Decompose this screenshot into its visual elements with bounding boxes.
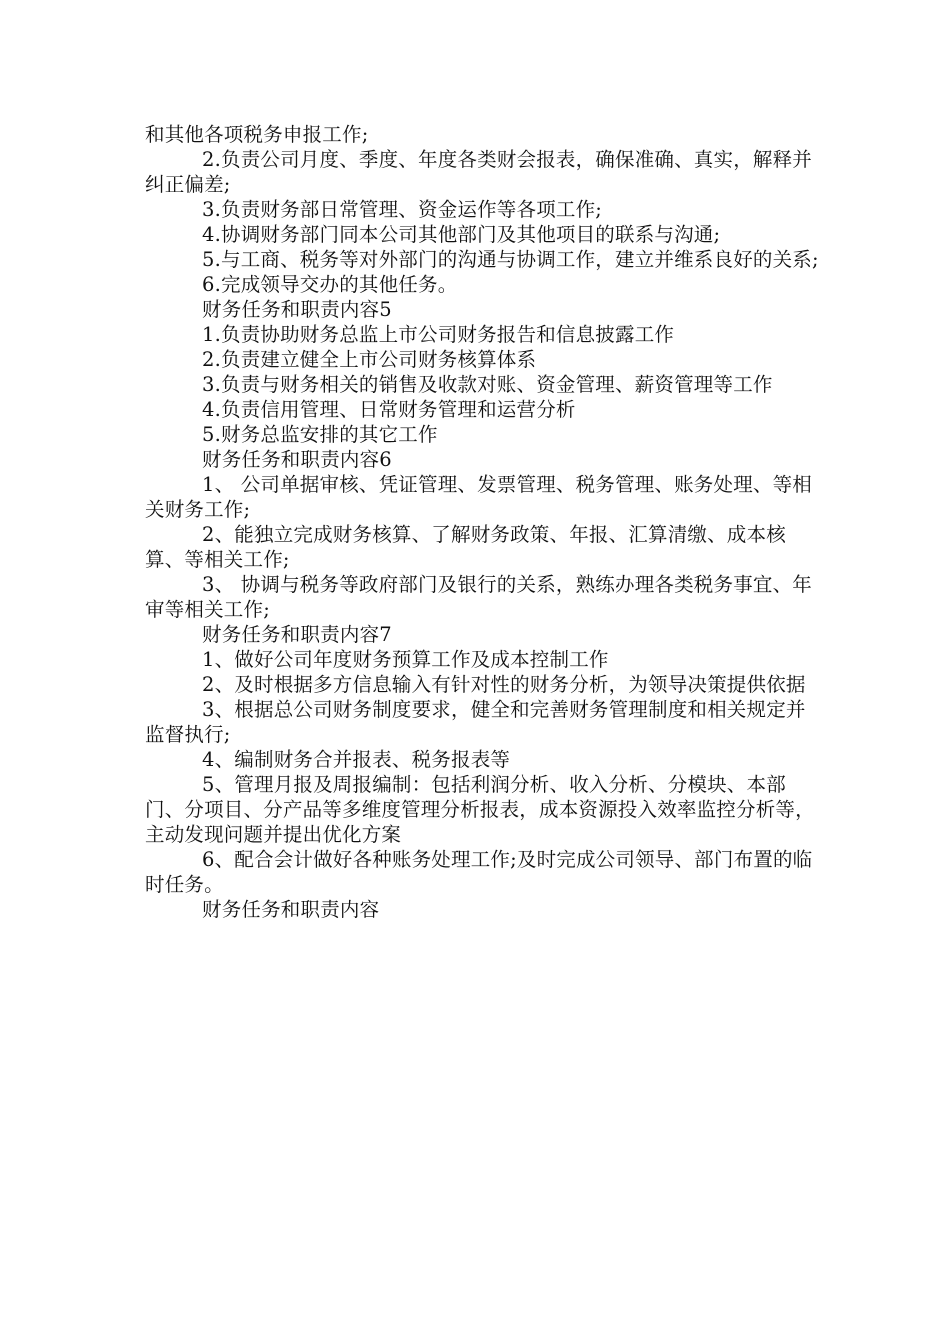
paragraph-item: 2.负责建立健全上市公司财务核算体系 [202, 348, 537, 371]
paragraph-item: 2.负责公司月度、季度、年度各类财会报表，确保准确、真实，解释并纠正偏差; [145, 148, 813, 196]
paragraph-item: 6、配合会计做好各种账务处理工作;及时完成公司领导、部门布置的临时任务。 [145, 848, 813, 896]
paragraph-item: 1.负责协助财务总监上市公司财务报告和信息披露工作 [202, 323, 675, 346]
section-heading: 财务任务和职责内容6 [202, 448, 392, 471]
paragraph-item: 3.负责财务部日常管理、资金运作等各项工作; [202, 198, 603, 221]
paragraph-item: 4.协调财务部门同本公司其他部门及其他项目的联系与沟通; [202, 223, 721, 246]
paragraph-item: 2、及时根据多方信息输入有针对性的财务分析，为领导决策提供依据 [202, 673, 806, 696]
paragraph-item: 3.负责与财务相关的销售及收款对账、资金管理、薪资管理等工作 [202, 373, 773, 396]
paragraph-item: 5、管理月报及周报编制：包括利润分析、收入分析、分模块、本部门、分项目、分产品等多维度管理分析报表，成本资源投入效率监控分析等，主动发现问题并提出优化方案 [145, 773, 815, 846]
paragraph-item: 1、 公司单据审核、凭证管理、发票管理、税务管理、账务处理、等相关财务工作; [145, 473, 813, 521]
paragraph-item: 3、 协调与税务等政府部门及银行的关系，熟练办理各类税务事宜、年审等相关工作; [145, 573, 813, 621]
paragraph-item: 1、做好公司年度财务预算工作及成本控制工作 [202, 648, 609, 671]
paragraph-item: 4.负责信用管理、日常财务管理和运营分析 [202, 398, 576, 421]
paragraph-tax-filing: 和其他各项税务申报工作; [145, 123, 369, 146]
section-heading: 财务任务和职责内容 [202, 898, 380, 921]
paragraph-item: 2、能独立完成财务核算、了解财务政策、年报、汇算清缴、成本核算、等相关工作; [145, 523, 786, 571]
section-heading: 财务任务和职责内容7 [202, 623, 392, 646]
paragraph-item: 5.与工商、税务等对外部门的沟通与协调工作，建立并维系良好的关系; [202, 248, 819, 271]
paragraph-item: 5.财务总监安排的其它工作 [202, 423, 438, 446]
paragraph-item: 6.完成领导交办的其他任务。 [202, 273, 458, 296]
paragraph-item: 4、编制财务合并报表、税务报表等 [202, 748, 511, 771]
document-body [145, 122, 825, 922]
section-heading: 财务任务和职责内容5 [202, 298, 392, 321]
paragraph-item: 3、根据总公司财务制度要求，健全和完善财务管理制度和相关规定并监督执行; [145, 698, 806, 746]
